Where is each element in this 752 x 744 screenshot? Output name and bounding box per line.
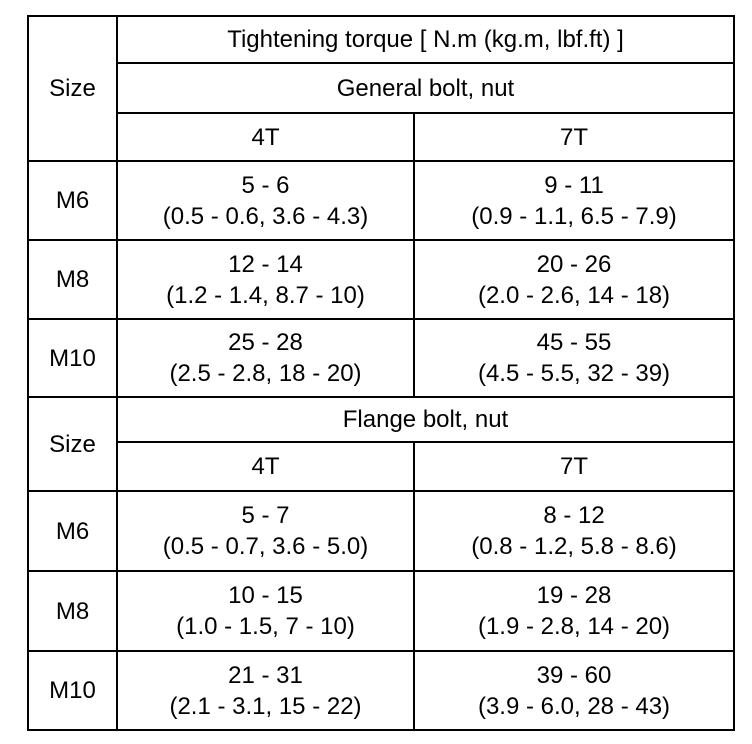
general-row-m10-7t: [415, 320, 733, 396]
general-row-m10-4t: [118, 320, 413, 396]
flange-row-m10-size: [29, 652, 116, 729]
table-border-bottom: [27, 729, 735, 731]
flange-row-m8-7t: [415, 572, 733, 650]
torque-range: 19 - 28: [536, 582, 612, 609]
size-value: M10: [49, 677, 96, 704]
torque-alt-units: (0.9 - 1.1, 6.5 - 7.9): [471, 202, 677, 230]
general-grade-7t-text: 7T: [559, 123, 588, 151]
torque-alt-units: (2.5 - 2.8, 18 - 20): [169, 360, 362, 387]
torque-title: [118, 17, 733, 62]
torque-range: 5 - 7: [241, 502, 290, 529]
flange-row-m6-7t: [415, 492, 733, 570]
flange-row-m8-4t: [118, 572, 413, 650]
torque-alt-units: (0.8 - 1.2, 5.8 - 8.6): [471, 533, 677, 560]
torque-alt-units: (0.5 - 0.6, 3.6 - 4.3): [162, 202, 369, 230]
torque-range: 9 - 11: [544, 171, 604, 199]
torque-range: 5 - 6: [241, 171, 290, 199]
flange-row-m6-4t: [118, 492, 413, 570]
flange-row-m10-4t: [118, 652, 413, 729]
general-bolt-title: [118, 64, 733, 112]
flange-grade-7t: [415, 443, 733, 490]
general-row-m8-size: [29, 241, 116, 318]
torque-range: 12 - 14: [228, 250, 303, 278]
torque-range: 10 - 15: [228, 582, 303, 609]
torque-table: [27, 15, 735, 731]
general-row-m8-7t: [415, 241, 733, 318]
table-border-right: [733, 15, 735, 731]
flange-row-m6-size: [29, 492, 116, 570]
size-value: M6: [55, 517, 90, 545]
torque-range: 21 - 31: [228, 661, 303, 689]
torque-alt-units: (1.0 - 1.5, 7 - 10): [176, 613, 355, 640]
flange-row-m10-7t: [415, 652, 733, 729]
general-row-m6-4t: [118, 162, 413, 239]
torque-range: 20 - 26: [536, 250, 612, 278]
general-row-m6-size: [29, 162, 116, 239]
flange-grade-4t: [118, 443, 413, 490]
general-row-m6-7t: [415, 162, 733, 239]
general-grade-4t-text: 4T: [251, 123, 280, 151]
general-bolt-title-text: General bolt, nut: [336, 74, 515, 102]
torque-alt-units: (2.0 - 2.6, 14 - 18): [477, 281, 671, 309]
flange-row-m8-size: [29, 572, 116, 650]
general-grade-7t: [415, 114, 733, 160]
torque-title-text: Tightening torque [ N.m (kg.m, lbf.ft) ]: [227, 26, 624, 53]
flange-grade-4t-text: 4T: [251, 453, 280, 480]
general-row-m8-4t: [118, 241, 413, 318]
torque-alt-units: (3.9 - 6.0, 28 - 43): [477, 692, 671, 720]
flange-bolt-title-text: Flange bolt, nut: [342, 406, 509, 433]
size-value: M6: [55, 187, 90, 214]
torque-range: 25 - 28: [228, 329, 303, 356]
torque-alt-units: (0.5 - 0.7, 3.6 - 5.0): [162, 533, 369, 560]
general-grade-4t: [118, 114, 413, 160]
size-value: M10: [49, 344, 96, 372]
general-row-m10-size: [29, 320, 116, 396]
torque-alt-units: (2.1 - 3.1, 15 - 22): [169, 692, 362, 720]
size-value: M8: [55, 266, 90, 293]
size-header: [29, 17, 116, 160]
torque-range: 45 - 55: [536, 329, 612, 356]
torque-alt-units: (1.2 - 1.4, 8.7 - 10): [166, 281, 365, 309]
torque-alt-units: (1.9 - 2.8, 14 - 20): [477, 613, 671, 640]
flange-grade-7t-text: 7T: [559, 453, 588, 480]
torque-range: 8 - 12: [543, 502, 605, 529]
torque-alt-units: (4.5 - 5.5, 32 - 39): [477, 360, 671, 387]
torque-range: 39 - 60: [536, 661, 612, 689]
flange-bolt-title: [118, 398, 733, 441]
size-header-label: Size: [49, 75, 96, 102]
flange-size-header-label: Size: [49, 430, 96, 458]
flange-size-header: [29, 398, 116, 490]
size-value: M8: [55, 597, 90, 625]
